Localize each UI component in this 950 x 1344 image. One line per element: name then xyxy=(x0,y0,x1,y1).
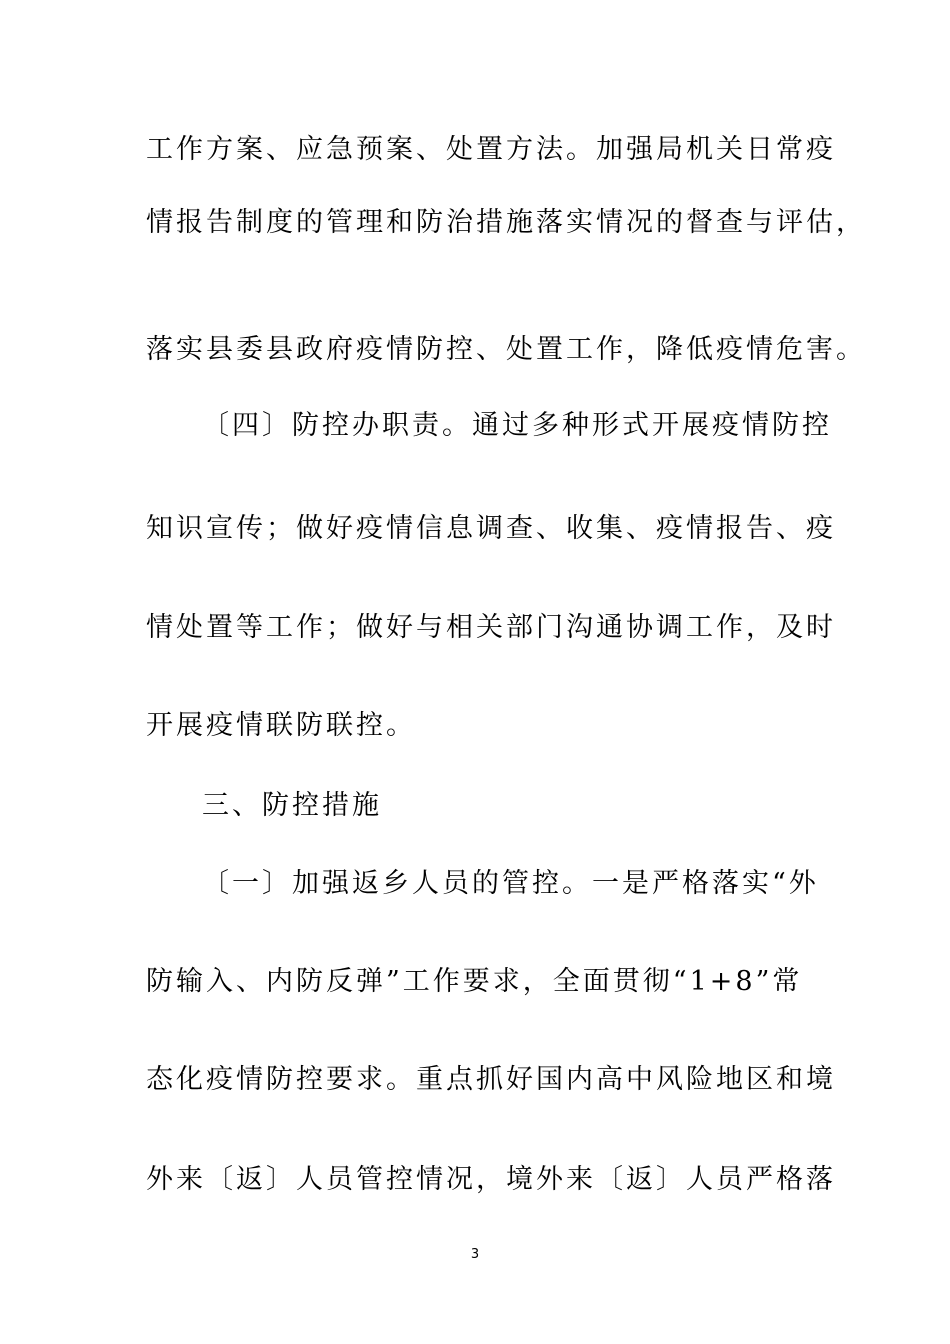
body-line-2: 情报告制度的管理和防治措施落实情况的督查与评估， xyxy=(146,207,866,238)
body-line-5: 知识宣传；做好疫情信息调查、收集、疫情报告、疫 xyxy=(146,513,836,544)
subsection-one-heading-line: 〔一〕加强返乡人员的管控。一是严格落实“外 xyxy=(202,868,819,899)
body-line-11: 态化疫情防控要求。重点抓好国内高中风险地区和境 xyxy=(146,1064,836,1095)
section-four-heading-line: 〔四〕防控办职责。通过多种形式开展疫情防控 xyxy=(202,410,832,441)
body-line-1: 工作方案、应急预案、处置方法。加强局机关日常疫 xyxy=(146,134,836,165)
body-line-10: 防输入、内防反弹”工作要求，全面贯彻“1+8”常 xyxy=(146,966,803,997)
body-line-12: 外来〔返〕人员管控情况，境外来〔返〕人员严格落 xyxy=(146,1164,836,1195)
body-line-3: 落实县委县政府疫情防控、处置工作，降低疫情危害。 xyxy=(146,334,866,365)
body-line-7: 开展疫情联防联控。 xyxy=(146,710,416,741)
section-three-heading: 三、防控措施 xyxy=(202,790,382,821)
page-number: 3 xyxy=(470,1247,480,1262)
body-line-6: 情处置等工作；做好与相关部门沟通协调工作，及时 xyxy=(146,612,836,643)
